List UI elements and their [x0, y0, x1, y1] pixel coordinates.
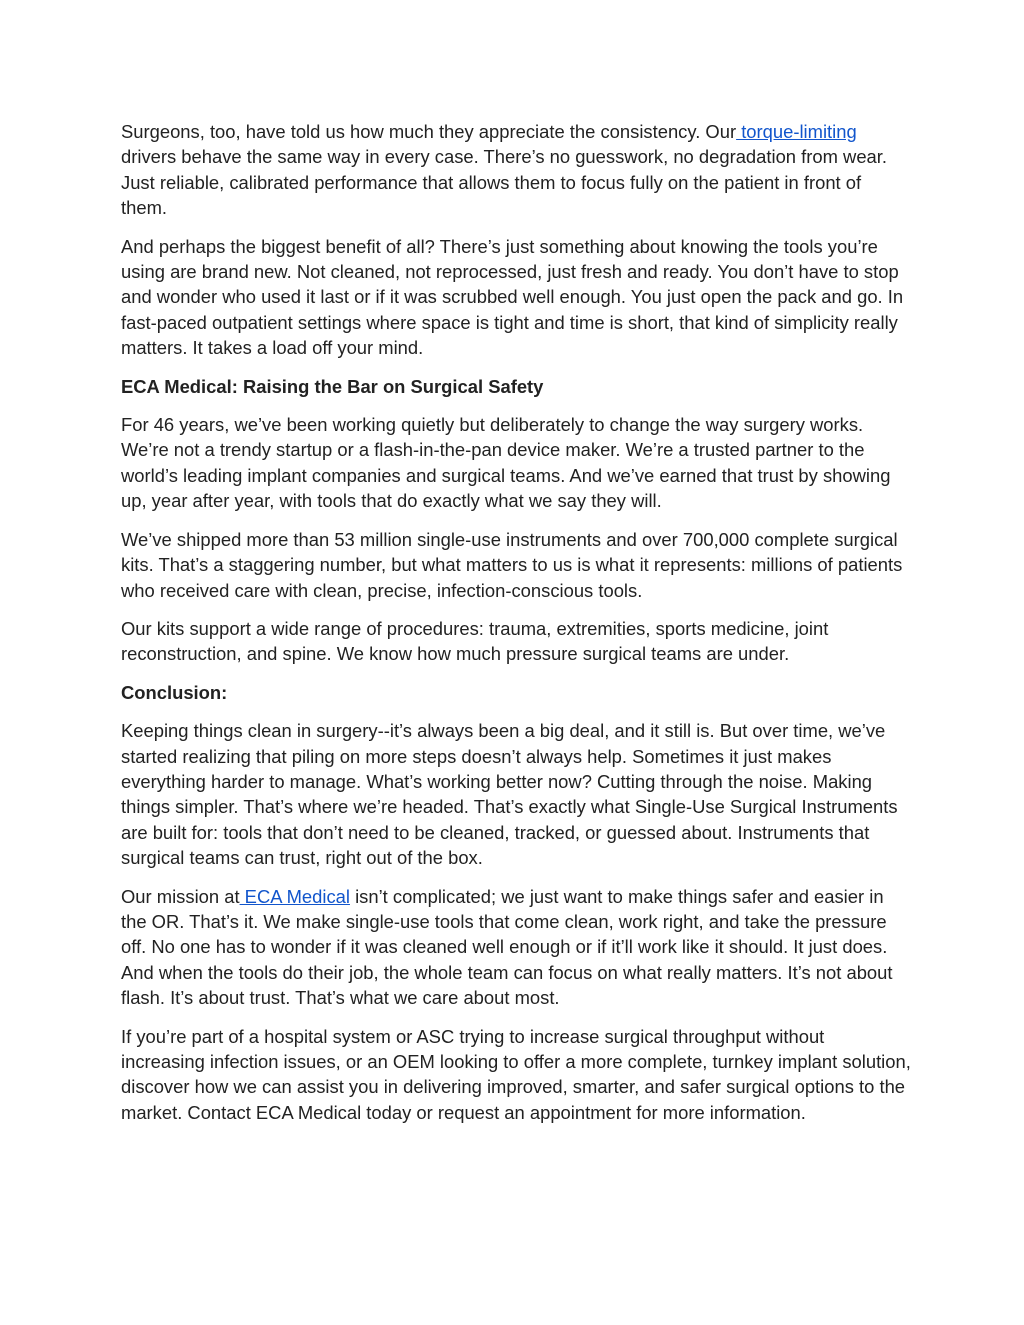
- paragraph-text: Our mission at: [121, 885, 240, 907]
- paragraph-our-mission: [121, 884, 911, 1011]
- paragraph-surgeons-consistency: [121, 119, 911, 221]
- paragraph-kits-procedures: Our kits support a wide range of procedures: trauma, extremities, sports medicine, joint reconstruction, and spine. We know how much pressure surgical teams are under.: [121, 617, 829, 665]
- paragraph-text: drivers behave the same way in every case. There’s no guesswork, no degradation from wear. Just reliable, calibrated performance that allows them to focus fully on the patient in front of them.: [121, 146, 887, 219]
- paragraph-text: Surgeons, too, have told us how much they appreciate the consistency. Our: [121, 121, 737, 142]
- paragraph-brand-new-tools: And perhaps the biggest benefit of all? There’s just something about knowing the tools you’re using are brand new. Not cleaned, not reprocessed, just fresh and ready. You don’t have to stop and wonder who used it last or if it was scrubbed well enough. You just open the pack and go. In fast-paced outpatient settings where space is tight and time is short, that kind of simplicity really matters. It takes a load off your mind.: [121, 235, 904, 359]
- torque-limiting-link[interactable]: torque-limiting: [736, 121, 857, 142]
- section-heading-conclusion: Conclusion:: [121, 681, 228, 703]
- paragraph-text: isn’t complicated; we just want to make things safer and easier in the OR. That’s it. We make single-use tools that come clean, work right, and take the pressure off. No one has to wonder if it was cleaned well enough or if it’ll work like it should. It just does. And when the tools do their job, the whole team can focus on what really matters. It’s not about flash. It’s about trust. That’s what we care about most.: [121, 885, 893, 1009]
- eca-medical-link[interactable]: ECA Medical: [239, 885, 350, 907]
- section-heading-eca-medical: ECA Medical: Raising the Bar on Surgical Safety: [121, 375, 544, 397]
- paragraph-call-to-action: If you’re part of a hospital system or ASC trying to increase surgical throughput without increasing infection issues, or an OEM looking to offer a more complete, turnkey implant solution, discover how we can assist you in delivering improved, smarter, and safer surgical options to the market. Contact ECA Medical today or request an appointment for more information.: [121, 1025, 911, 1123]
- paragraph-shipped-instruments: We’ve shipped more than 53 million single-use instruments and over 700,000 complete surgical kits. That’s a staggering number, but what matters to us is what it represents: millions of patients who received care with clean, precise, infection-conscious tools.: [121, 528, 903, 601]
- document-page: [121, 119, 911, 1138]
- paragraph-keeping-clean: Keeping things clean in surgery--it’s always been a big deal, and it still is. But over time, we’ve started realizing that piling on more steps doesn’t always help. Sometimes it just makes everything harder to manage. What’s working better now? Cutting through the noise. Making things simpler. That’s where we’re headed. That’s exactly what Single-Use Surgical Instruments are built for: tools that don’t need to be cleaned, tracked, or guessed about. Instruments that surgical teams can trust, right out of the box.: [121, 720, 898, 869]
- paragraph-46-years: For 46 years, we’ve been working quietly but deliberately to change the way surgery works. We’re not a trendy startup or a flash-in-the-pan device maker. We’re a trusted partner to the world’s leading implant companies and surgical teams. And we’ve earned that trust by showing up, year after year, with tools that do exactly what we say they will.: [121, 414, 891, 512]
